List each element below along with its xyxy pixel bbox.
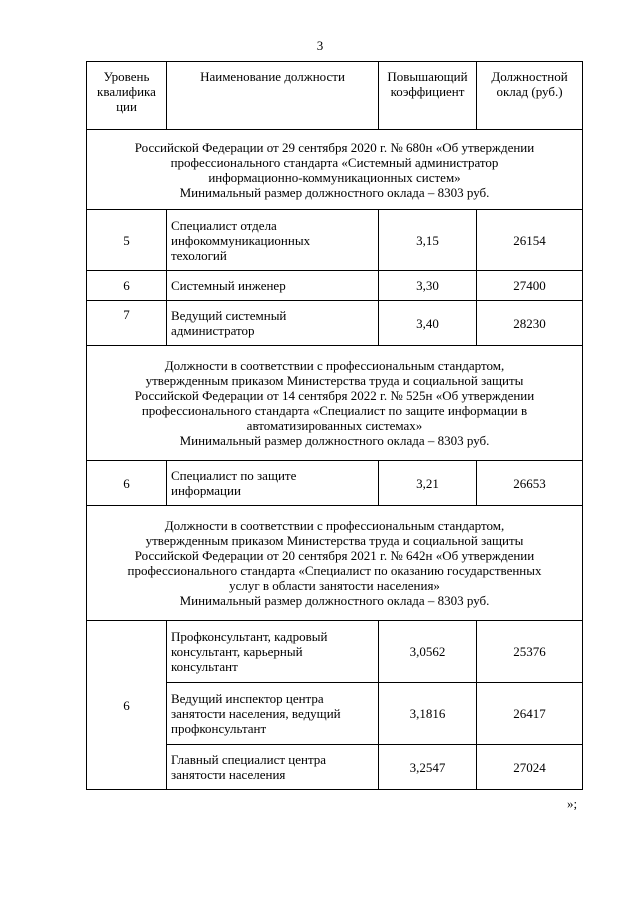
coefficient-cell: 3,15 bbox=[379, 210, 477, 271]
position-cell: Профконсультант, кадровый консультант, карьерный консультант bbox=[167, 621, 379, 683]
position-cell: Главный специалист центра занятости населения bbox=[167, 745, 379, 790]
salary-cell: 26154 bbox=[477, 210, 583, 271]
position-cell: Специалист по защите информации bbox=[167, 461, 379, 506]
salary-cell: 25376 bbox=[477, 621, 583, 683]
table-row bbox=[87, 210, 583, 271]
coefficient-cell: 3,21 bbox=[379, 461, 477, 506]
table-row bbox=[87, 621, 583, 683]
section-heading: Должности в соответствии с профессиональным стандартом, утвержденным приказом Министерства труда и социальной защиты Российской Федерации от 14 сентября 2022 г. № 525н «Об утверждении профессионального стандарта «Специалист по защите информации в автоматизированных системах» Минимальный размер должностного оклада – 8303 руб. bbox=[87, 346, 583, 461]
position-cell: Ведущий инспектор центра занятости населения, ведущий профконсультант bbox=[167, 683, 379, 745]
level-cell: 6 bbox=[87, 271, 167, 301]
coefficient-cell: 3,0562 bbox=[379, 621, 477, 683]
salary-cell: 27400 bbox=[477, 271, 583, 301]
table-row bbox=[87, 461, 583, 506]
position-cell: Ведущий системный администратор bbox=[167, 301, 379, 346]
header-level: Уровень квалифика ции bbox=[87, 62, 167, 130]
table-header-row bbox=[87, 62, 583, 130]
header-position: Наименование должности bbox=[167, 62, 379, 130]
page-number: 3 bbox=[316, 38, 324, 53]
salary-cell: 28230 bbox=[477, 301, 583, 346]
position-cell: Специалист отдела инфокоммуникационных техологий bbox=[167, 210, 379, 271]
header-salary: Должностной оклад (руб.) bbox=[477, 62, 583, 130]
coefficient-cell: 3,30 bbox=[379, 271, 477, 301]
level-cell: 5 bbox=[87, 210, 167, 271]
section-heading: Российской Федерации от 29 сентября 2020 г. № 680н «Об утверждении профессионального стандарта «Системный администратор информационно-коммуникационных систем» Минимальный размер должностного оклада – 8303 руб. bbox=[87, 130, 583, 210]
table-row bbox=[87, 271, 583, 301]
salary-table bbox=[86, 61, 583, 790]
coefficient-cell: 3,40 bbox=[379, 301, 477, 346]
section-heading-row bbox=[87, 506, 583, 621]
section-heading: Должности в соответствии с профессиональным стандартом, утвержденным приказом Министерства труда и социальной защиты Российской Федерации от 20 сентября 2021 г. № 642н «Об утверждении профессионального стандарта «Специалист по оказанию государственных услуг в области занятости населения» Минимальный размер должностного оклада – 8303 руб. bbox=[87, 506, 583, 621]
closing-quote-mark: »; bbox=[567, 796, 578, 811]
position-cell: Системный инженер bbox=[167, 271, 379, 301]
salary-cell: 26417 bbox=[477, 683, 583, 745]
coefficient-cell: 3,1816 bbox=[379, 683, 477, 745]
header-coefficient: Повышающий коэффициент bbox=[379, 62, 477, 130]
table-row bbox=[87, 301, 583, 346]
level-cell: 7 bbox=[87, 301, 167, 346]
salary-cell: 27024 bbox=[477, 745, 583, 790]
level-cell: 6 bbox=[87, 621, 167, 790]
section-heading-row bbox=[87, 130, 583, 210]
coefficient-cell: 3,2547 bbox=[379, 745, 477, 790]
salary-cell: 26653 bbox=[477, 461, 583, 506]
section-heading-row bbox=[87, 346, 583, 461]
level-cell: 6 bbox=[87, 461, 167, 506]
